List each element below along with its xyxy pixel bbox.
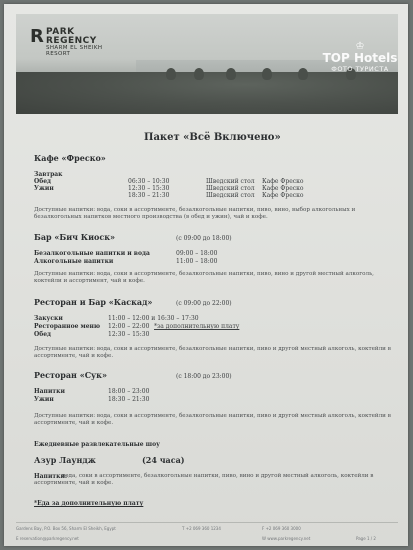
meal-format: Шведский стол [206,178,255,185]
section-hours-azure: (24 часа) [142,455,185,465]
service-label: Напитки [34,388,65,395]
drinks-note-cascade: Доступные напитки: вода, соки в ассортименте, безалкогольные напитки, пиво и другой местный алкоголь, коктейли в ассортименте, чай и кофе. [34,346,391,360]
drinks-note-kiosk: Доступные напитки: вода, соки в ассортименте, безалкогольные напитки, пиво, вино и другой местный алкоголь, коктейли и ассортимент, чай и кофе. [34,271,374,285]
service-time: 12:00 – 22:00 [108,323,150,330]
service-label: Закуски [34,315,63,322]
footer-tel: T +2 069 360 1234 [182,526,221,531]
drinks-label-azure: Напитки: [34,473,68,480]
meal-place: Кафе Фреско [262,185,304,192]
meal-label: Обед [34,178,52,185]
brand-type: RESORT [46,50,71,57]
brand-name-line1: PARK [46,27,75,37]
page-number: Page 1 / 2 [356,536,376,541]
crown-icon: ♔ [355,41,365,52]
section-title-fresco: Кафе «Фреско» [34,153,106,163]
service-time: 18:30 – 21:30 [108,396,150,403]
section-title-souk: Ресторан «Сук» [34,370,107,380]
brand-location: SHARM EL SHEIKH [46,45,103,51]
drinks-note-fresco: Доступные напитки: вода, соки в ассортименте, безалкогольные напитки, пиво, вино, выбор алкогольных и безалкогольных напитков местного производства (в обед и ужин), чай и кофе. [34,207,356,221]
meal-time: 18:30 – 21:30 [128,192,170,199]
service-label: Безалкогольные напитки и вода [34,250,150,257]
package-title: Пакет «Всё Включено» [144,132,281,143]
footer-web: W www.parkregency.net [262,536,311,541]
meal-time: 06:30 – 10:30 [128,178,170,185]
meal-format: Шведский стол [206,185,255,192]
section-hours-souk: (с 18:00 до 23:00) [176,373,232,380]
meal-place: Кафе Фреско [262,192,304,199]
food-extra-charge-note: *Еда за дополнительную плату [34,500,144,507]
service-time: 09:00 – 18:00 [176,250,218,257]
service-time: 11:00 – 12:00 и 16:30 – 17:30 [108,315,199,322]
section-hours-cascade: (с 09:00 до 22:00) [176,300,232,307]
section-title-azure: Азур Лаундж [34,455,96,465]
drinks-note-azure: вода, соки в ассортименте, безалкогольные напитки, пиво, вино и другой местный алкоголь, коктейли в ассортименте, чай и кофе. [34,473,374,487]
drinks-note-souk: Доступные напитки: вода, соки в ассортименте, безалкогольные напитки, пиво и другой местный алкоголь, коктейли в ассортименте, чай и кофе. [34,413,391,427]
meal-place: Кафе Фреско [262,178,304,185]
footer-address: Gardens Bay, P.O. Box 56, Sharm El Sheikh, Egypt [16,526,116,531]
watermark-subtitle: ФОТО ТУРИСТА [331,65,389,73]
section-title-daily-shows: Ежедневные развлекательные шоу [34,441,160,448]
service-time: 18:00 – 23:00 [108,388,150,395]
footer-divider [16,522,398,523]
brand-logo-icon: R [30,26,44,47]
meal-format: Шведский стол [206,192,255,199]
service-time: 11:00 – 18:00 [176,258,218,265]
footer-email: E reservation@parkregency.net [16,536,79,541]
document-page [4,4,408,546]
service-label: Алкогольные напитки [34,258,114,265]
extra-charge-note: *за дополнительную плату [154,323,240,330]
document-body [4,4,408,546]
meal-label: Ужин [34,185,54,192]
service-label: Обед [34,331,52,338]
service-time: 12:30 – 15:30 [108,331,150,338]
section-title-cascade: Ресторан и Бар «Каскад» [34,297,153,307]
brand-name-line2: REGENCY [46,36,97,46]
footer-fax: F +2 069 360 3000 [262,526,301,531]
section-hours-kiosk: (с 09:00 до 18:00) [176,235,232,242]
meal-time: 12:30 – 15:30 [128,185,170,192]
meal-label: Завтрак [34,171,63,178]
section-title-kiosk: Бар «Бич Киоск» [34,232,116,242]
watermark-title: TOP Hotels [322,51,398,65]
service-label: Ужин [34,396,54,403]
service-label: Ресторанное меню [34,323,101,330]
